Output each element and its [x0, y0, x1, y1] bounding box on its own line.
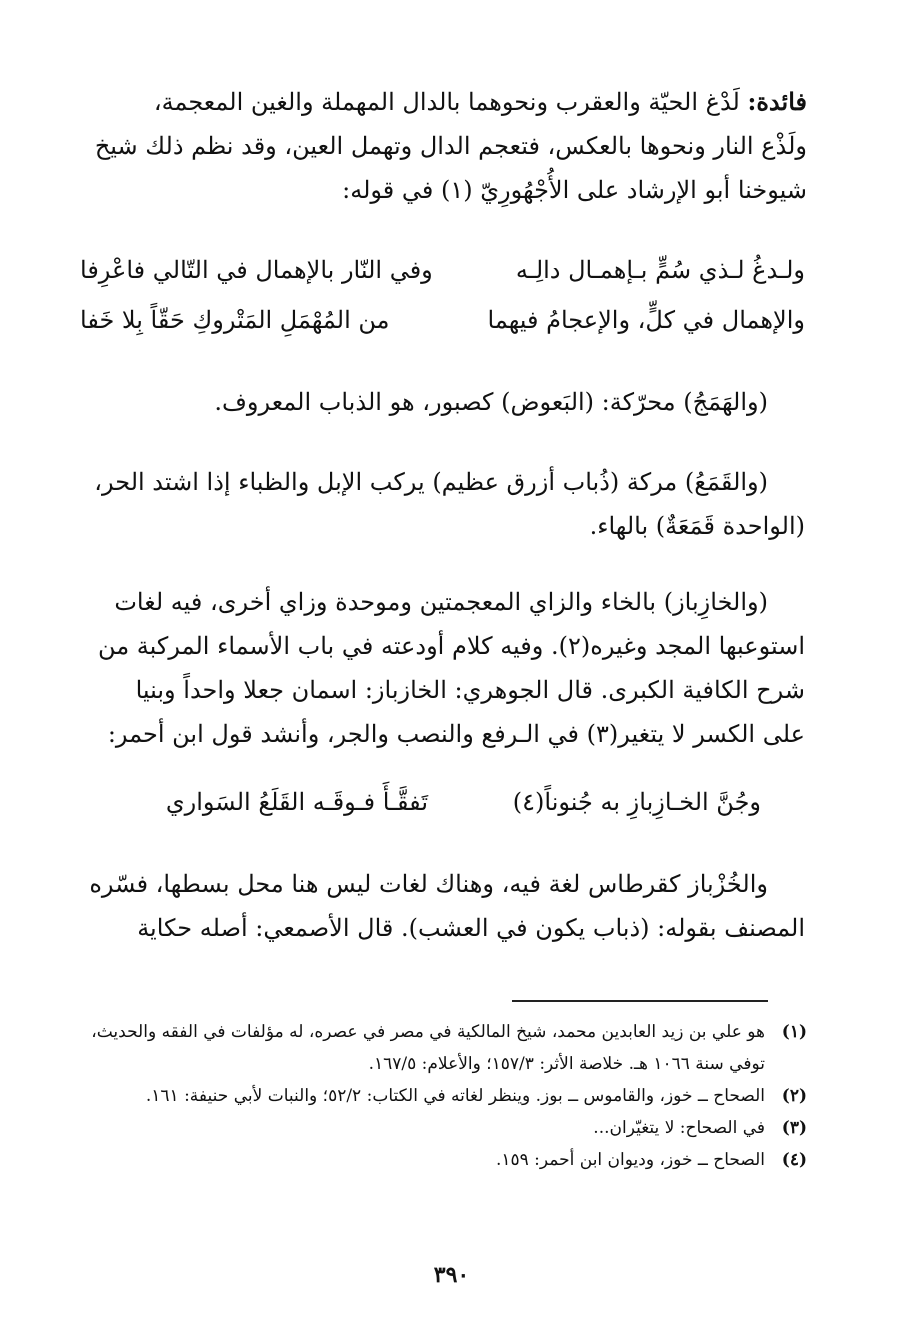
khazbaz-line-3: شرح الكافية الكبرى. قال الجوهري: الخازباز: اسمان جعلا واحداً وبنيا — [135, 676, 805, 704]
footnote-text: في الصحاح: لا يتغيّران... — [593, 1118, 765, 1138]
note-paragraph — [78, 80, 807, 212]
poem2-second-hemistich: وجُنَّ الخـازِبازِ به جُنوناً(٤) — [512, 788, 761, 816]
khazbaz-line-1: (والخازِباز) بالخاء والزاي المعجمتين وموحدة وزاي أخرى، فيه لغات — [114, 588, 768, 616]
note-line-1 — [78, 80, 807, 124]
footnotes — [78, 1016, 807, 1176]
footnote-4 — [78, 1144, 807, 1176]
qama-line-2: (الواحدة قَمَعَةٌ) بالهاء. — [589, 512, 805, 540]
poem1-verse2-second-hemistich: من المُهْمَلِ المَتْروكِ حَقّاً بِلا خَفا — [80, 306, 390, 334]
note-line-3: شيوخنا أبو الإرشاد على الأُجْهُورِيّ (١) في قوله: — [342, 176, 807, 204]
footnote-number: (١) — [781, 1022, 807, 1042]
footnote-separator — [512, 1000, 768, 1002]
khuzbaz-line-1: والخُزْباز كقرطاس لغة فيه، وهناك لغات ليس هنا محل بسطها، فسّره — [89, 870, 768, 898]
poem1-verse2-first-hemistich: والإهمال في كلٍّ، والإعجامُ فيهما — [487, 306, 805, 334]
footnote-number: (٤) — [781, 1150, 807, 1170]
footnote-number: (٢) — [781, 1086, 807, 1106]
footnote-number: (٣) — [781, 1118, 807, 1138]
khazbaz-paragraph — [78, 580, 805, 756]
khazbaz-line-4: على الكسر لا يتغير(٣) في الـرفع والنصب والجر، وأنشد قول ابن أحمر: — [107, 720, 805, 748]
poem1-verse1-first-hemistich: ولـدغُ لـذي سُمٍّ بـإهمـال دالِـه — [515, 256, 805, 284]
poem2-first-hemistich: تَفقَّـأَ فـوقَـه القَلَعُ السَواري — [165, 788, 428, 816]
qama-line-1: (والقَمَعُ) مركة (ذُباب أزرق عظيم) يركب الإبل والظباء إذا اشتد الحر، — [94, 468, 768, 496]
khazbaz-line-2: استوعبها المجد وغيره(٢). وفيه كلام أودعته في باب الأسماء المركبة من — [98, 632, 805, 660]
khuzbaz-paragraph — [78, 862, 805, 950]
page-number: ٣٩٠ — [433, 1262, 470, 1288]
qama-paragraph — [78, 460, 805, 548]
footnote-text: الصحاح ــ خوز، وديوان ابن أحمر: ١٥٩. — [495, 1150, 765, 1170]
note-line-2: ولَذْع النار ونحوها بالعكس، فتعجم الدال وتهمل العين، وقد نظم ذلك شيخ — [94, 132, 807, 160]
khuzbaz-line-2: المصنف بقوله: (ذباب يكون في العشب). قال الأصمعي: أصله حكاية — [137, 914, 805, 942]
footnote-2 — [78, 1080, 807, 1112]
note-label: فائدة: — [747, 87, 807, 116]
hamaj-paragraph — [78, 380, 768, 424]
hamaj-line: (والهَمَجُ) محرّكة: (البَعوض) كصبور، هو الذباب المعروف. — [214, 388, 768, 416]
footnote-3 — [78, 1112, 807, 1144]
footnote-text: هو علي بن زيد العابدين محمد، شيخ المالكية في مصر في عصره، له مؤلفات في الفقه والحديث، توفي سنة ١٠٦٦ هـ. خلاصة الأثر: ١٥٧/٣؛ والأعلام: ١٦٧/٥. — [91, 1022, 765, 1074]
footnote-1 — [78, 1016, 807, 1080]
poem1-verse1-second-hemistich: وفي النّار بالإهمال في التّالي فاعْرِفا — [80, 256, 433, 284]
footnote-text: الصحاح ــ خوز، والقاموس ــ بوز. وينظر لغاته في الكتاب: ٥٢/٢؛ والنبات لأبي حنيفة: ١٦١. — [145, 1086, 765, 1106]
note-line-1-text: لَدْغ الحيّة والعقرب ونحوهما بالدال المهملة والغين المعجمة، — [153, 88, 740, 116]
